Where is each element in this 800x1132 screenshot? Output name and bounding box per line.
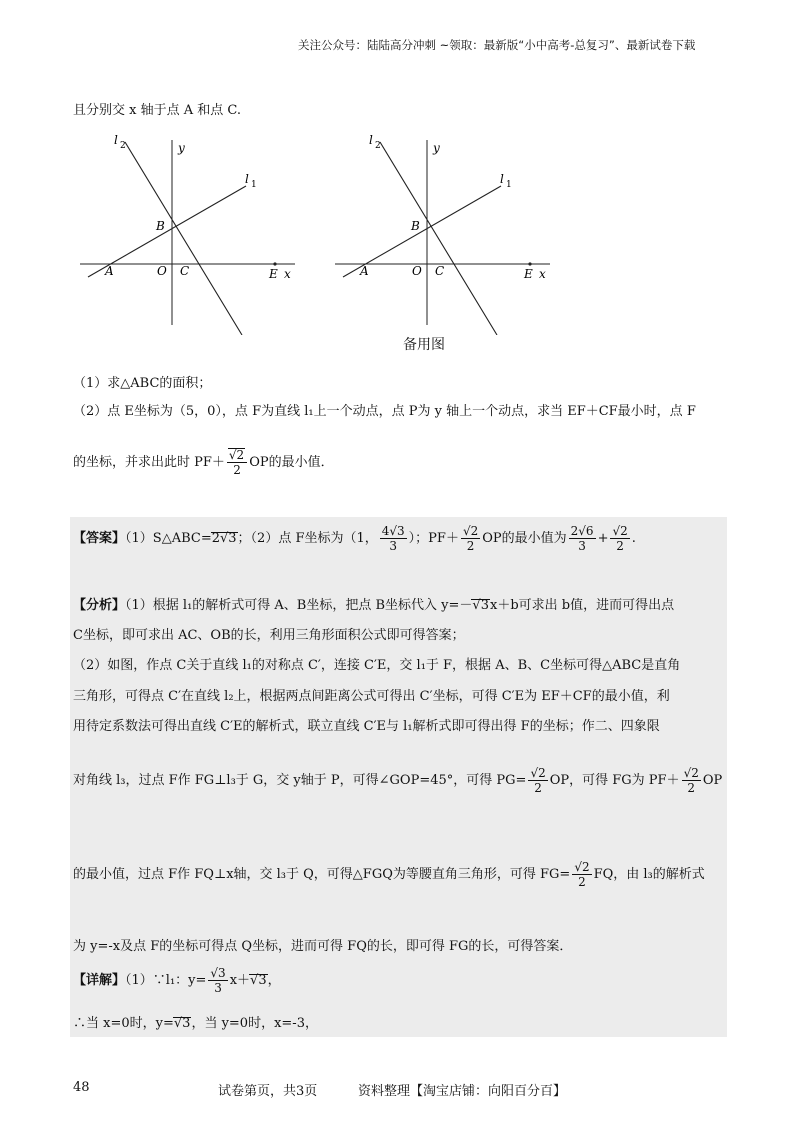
page-number: 48 <box>73 1080 90 1095</box>
point-e <box>273 262 276 265</box>
question-2-line-2 <box>73 448 334 477</box>
label-c: C <box>180 264 190 278</box>
fraction-sqrt2-over-2: $\frac{√2}{2}$ <box>612 524 628 553</box>
label-l2-sub: 2 <box>120 141 126 151</box>
answer-line: 【答案】（1）S△ABC=2√3；（2）点 F坐标为（1， $\frac{4√3}{3}$ ）；PF＋ $\frac{√2}{2}$ OP的最小值为 $\frac{2√6}{3}$ + $\frac{√2}{2}$ . <box>73 524 636 553</box>
fraction-sqrt2-over-2: $\frac{√2}{2}$ <box>462 524 479 553</box>
label-e: E <box>269 267 278 281</box>
label-o: O <box>157 264 167 278</box>
label-e: E <box>524 267 533 281</box>
label-c: C <box>435 264 445 278</box>
label-l1: l <box>245 172 249 186</box>
line-l2 <box>125 142 242 335</box>
detail-line-1: 【详解】（1）∵l₁：y= $\frac{√3}{3}$ x＋√3， <box>73 966 281 995</box>
fraction-4sqrt3-over-3: $\frac{4√3}{3}$ <box>381 524 405 553</box>
analysis-line-1: 【分析】（1）根据 l₁的解析式可得 A、B坐标，把点 B坐标代入 y=－√3x＋b可求出 b值，进而可得出点 <box>73 598 675 613</box>
figure-caption: 备用图 <box>403 337 445 353</box>
analysis-label: 【分析】 <box>73 598 126 613</box>
question-2-line-1: （2）点 E坐标为（5，0），点 F为直线 l₁上一个动点，点 P为 y 轴上一个动点，求当 EF＋CF最小时，点 F <box>73 404 696 419</box>
q2-text-post: OP的最小值． <box>249 455 334 470</box>
analysis-line-4: 三角形，可得点 C′在直线 l₂上，根据两点间距离公式可得出 C′坐标，可得 C′E为 EF＋CF的最小值，利 <box>73 689 670 704</box>
label-l2: l <box>114 133 118 147</box>
label-l2-sub: 2 <box>375 141 381 151</box>
label-l1-sub: 1 <box>251 180 257 190</box>
analysis-line-6: 对角线 l₃，过点 F作 FG⊥l₃于 G，交 y轴于 P，可得∠GOP=45°，可得 PG= $\frac{√2}{2}$ OP，可得 FG为 PF＋ $\frac{√2}{2}$ OP <box>73 766 723 795</box>
label-y: y <box>178 141 185 155</box>
label-a: A <box>360 264 369 278</box>
label-b: B <box>411 219 420 233</box>
label-a: A <box>105 264 114 278</box>
analysis-line-3: （2）如图，作点 C关于直线 l₁的对称点 C′，连接 C′E，交 l₁于 F，根据 A、B、C坐标可得△ABC是直角 <box>73 658 681 673</box>
label-l1-sub: 1 <box>506 180 512 190</box>
answer-label: 【答案】 <box>73 531 126 546</box>
footer-pages: 试卷第页，共3页 <box>218 1084 318 1099</box>
page-header: 关注公众号：陆陆高分冲刺 ~领取：最新版“小中高考-总复习”、最新试卷下载 <box>298 38 696 52</box>
backup-coordinate-figure <box>325 130 565 335</box>
label-x: x <box>284 267 291 281</box>
analysis-line-5: 用待定系数法可得出直线 C′E的解析式，联立直线 C′E与 l₁解析式即可得出得 F的坐标；作二、四象限 <box>73 719 660 734</box>
question-1: （1）求△ABC的面积； <box>73 376 212 391</box>
q2-text-pre: 的坐标，并求出此时 PF＋ <box>73 455 225 470</box>
point-e <box>528 262 531 265</box>
footer-source: 资料整理【淘宝店铺：向阳百分百】 <box>358 1084 567 1099</box>
analysis-line-2: C坐标，即可求出 AC、OB的长，利用三角形面积公式即可得答案； <box>73 628 465 643</box>
answer-area: 2√3 <box>211 531 237 546</box>
label-o: O <box>412 264 422 278</box>
fraction-sqrt2-over-2: $\frac{√2}{2}$ <box>227 448 247 477</box>
label-l2: l <box>369 133 373 147</box>
label-x: x <box>539 267 546 281</box>
detail-label: 【详解】 <box>73 973 126 988</box>
label-b: B <box>156 219 165 233</box>
line-l2 <box>380 142 497 335</box>
label-y: y <box>433 141 440 155</box>
detail-line-2: ∴当 x=0时，y=√3，当 y=0时，x=-3， <box>73 1016 318 1031</box>
analysis-line-7: 的最小值，过点 F作 FQ⊥x轴，交 l₃于 Q，可得△FGQ为等腰直角三角形，可得 FG= $\frac{√2}{2}$ FQ，由 l₃的解析式 <box>73 860 705 889</box>
problem-intro: 且分别交 x 轴于点 A 和点 C. <box>73 103 241 118</box>
analysis-line-8: 为 y=-x及点 F的坐标可得点 Q坐标，进而可得 FQ的长，即可得 FG的长，可得答案． <box>73 939 573 954</box>
label-l1: l <box>500 172 504 186</box>
coordinate-figure <box>70 130 310 335</box>
fraction-2sqrt6-over-3: $\frac{2√6}{3}$ <box>570 524 594 553</box>
